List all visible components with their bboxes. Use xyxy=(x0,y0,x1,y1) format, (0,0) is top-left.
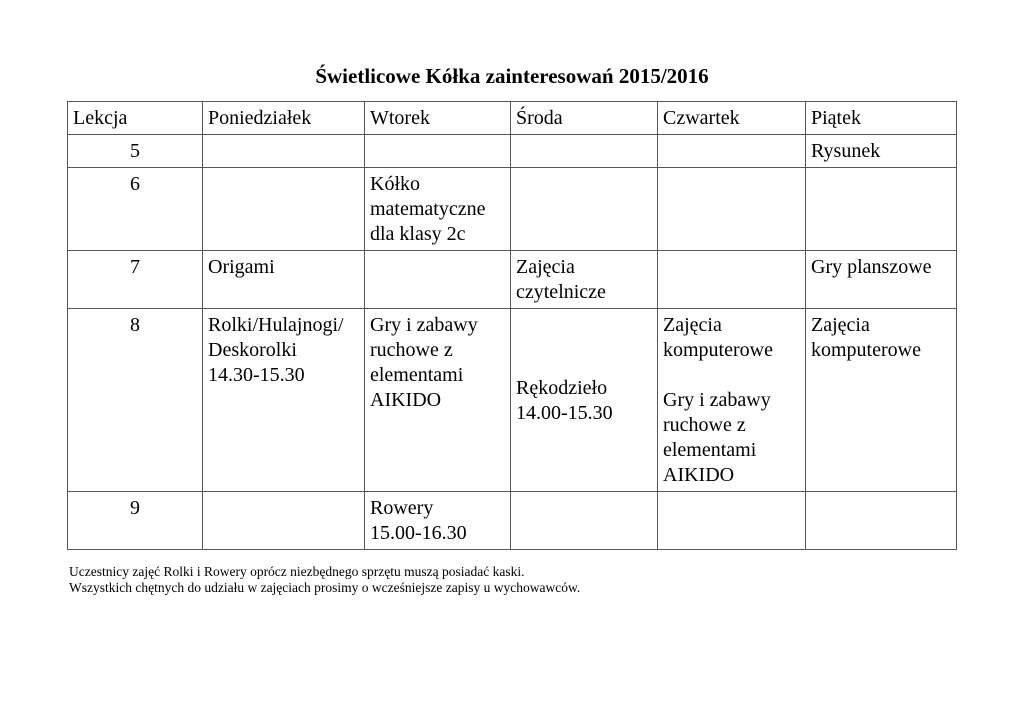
activity-line: Gry i zabawy xyxy=(370,314,478,336)
page-title: Świetlicowe Kółka zainteresowań 2015/2016 xyxy=(315,64,709,88)
schedule-table xyxy=(67,101,957,550)
activity-line: Origami xyxy=(208,256,275,278)
activity-line: czytelnicze xyxy=(516,281,606,303)
cell-monday xyxy=(203,168,365,251)
activity-line: ruchowe z xyxy=(370,339,453,361)
cell-thursday xyxy=(658,168,806,251)
header-cell-wednesday: Środa xyxy=(511,102,658,135)
lesson-number: 8 xyxy=(68,309,203,492)
table-row xyxy=(68,492,957,550)
cell-wednesday xyxy=(511,135,658,168)
cell-tuesday xyxy=(365,309,511,492)
activity-line: matematyczne xyxy=(370,198,486,220)
header-cell-monday: Poniedziałek xyxy=(203,102,365,135)
cell-thursday xyxy=(658,251,806,309)
table-row xyxy=(68,251,957,309)
spacer xyxy=(663,363,800,388)
cell-thursday xyxy=(658,309,806,492)
activity-line: Deskorolki xyxy=(208,339,297,361)
header-cell-friday: Piątek xyxy=(806,102,957,135)
cell-friday xyxy=(806,309,957,492)
header-cell-lesson: Lekcja xyxy=(68,102,203,135)
activity-line: 14.30-15.30 xyxy=(208,364,305,386)
activity-line: 14.00-15.30 xyxy=(516,401,613,424)
header-cell-tuesday: Wtorek xyxy=(365,102,511,135)
cell-monday xyxy=(203,309,365,492)
table-row xyxy=(68,168,957,251)
activity-line: Zajęcia xyxy=(663,314,722,336)
cell-thursday xyxy=(658,492,806,550)
activity-line: dla klasy 2c xyxy=(370,223,466,245)
cell-wednesday xyxy=(511,309,658,492)
cell-wednesday xyxy=(511,251,658,309)
cell-friday xyxy=(806,251,957,309)
table-row xyxy=(68,135,957,168)
cell-wednesday xyxy=(511,168,658,251)
cell-tuesday xyxy=(365,492,511,550)
footnote-line: Wszystkich chętnych do udziału w zajęciach prosimy o wcześniejsze zapisy u wychowawców. xyxy=(69,580,581,595)
cell-wednesday xyxy=(511,492,658,550)
activity-line: Rowery xyxy=(370,497,434,519)
lesson-number: 7 xyxy=(68,251,203,309)
activity-line: Kółko xyxy=(370,173,420,195)
cell-tuesday xyxy=(365,251,511,309)
cell-friday xyxy=(806,135,957,168)
lesson-number: 9 xyxy=(68,492,203,550)
activity-line: 15.00-16.30 xyxy=(370,522,467,544)
cell-monday xyxy=(203,135,365,168)
lesson-number: 5 xyxy=(68,135,203,168)
activity-line: komputerowe xyxy=(663,339,773,361)
activity-line: Rysunek xyxy=(811,140,881,162)
activity-line: Rolki/Hulajnogi/ xyxy=(208,314,344,336)
activity-line: Gry planszowe xyxy=(811,256,932,278)
table-row xyxy=(68,309,957,492)
activity-line: Zajęcia xyxy=(811,314,870,336)
activity-line: Zajęcia xyxy=(516,256,575,278)
cell-friday xyxy=(806,492,957,550)
activity-line: komputerowe xyxy=(811,339,921,361)
activity-line: Gry i zabawy xyxy=(663,389,771,411)
header-row xyxy=(68,102,957,135)
footnote-line: Uczestnicy zajęć Rolki i Rowery oprócz niezbędnego sprzętu muszą posiadać kaski. xyxy=(69,564,525,579)
activity-line: AIKIDO xyxy=(663,464,735,486)
activity-line: Rękodzieło xyxy=(516,376,608,399)
cell-tuesday xyxy=(365,135,511,168)
cell-thursday xyxy=(658,135,806,168)
header-cell-thursday: Czwartek xyxy=(658,102,806,135)
activity-line: elementami xyxy=(370,364,464,386)
footnotes xyxy=(69,564,580,596)
lesson-number: 6 xyxy=(68,168,203,251)
activity-line: AIKIDO xyxy=(370,389,442,411)
activity-line: elementami xyxy=(663,439,757,461)
activity-line: ruchowe z xyxy=(663,414,746,436)
cell-monday xyxy=(203,492,365,550)
cell-friday xyxy=(806,168,957,251)
cell-monday xyxy=(203,251,365,309)
cell-tuesday xyxy=(365,168,511,251)
